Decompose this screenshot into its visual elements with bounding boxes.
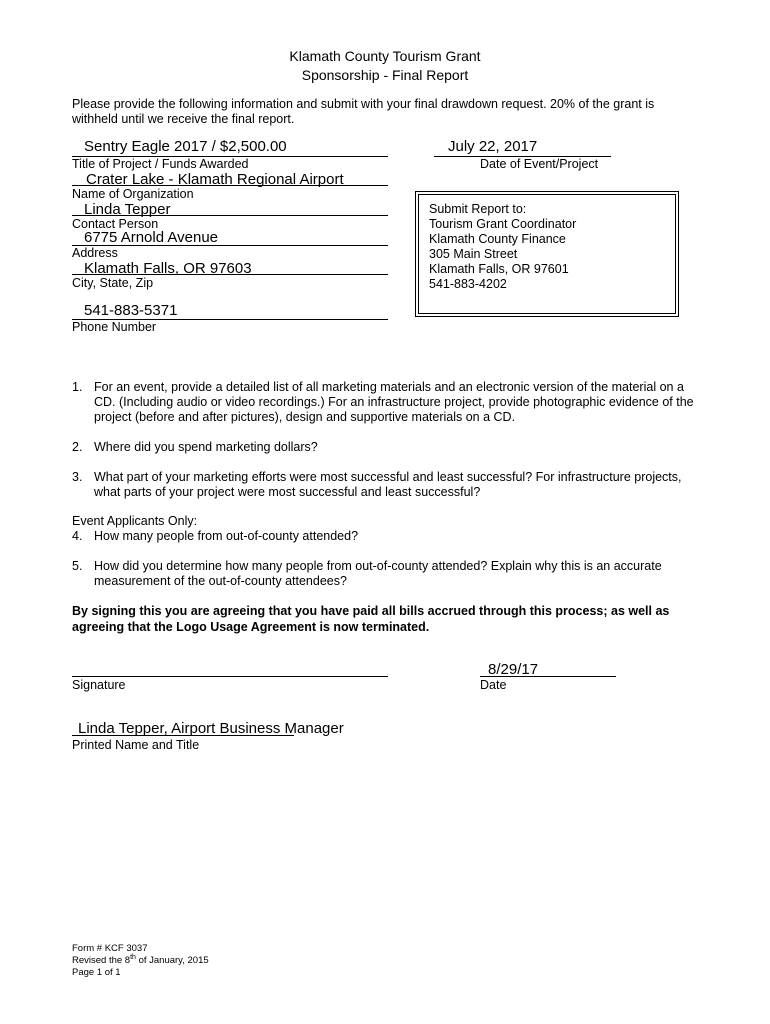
form-title: Klamath County Tourism Grant	[289, 48, 481, 64]
question-3-number: 3.	[72, 470, 83, 484]
question-3	[72, 470, 694, 500]
signature-line	[72, 676, 388, 677]
signature-date-label: Date	[480, 678, 507, 692]
signature-date-value: 8/29/17	[488, 661, 539, 678]
signature-date-underline	[480, 676, 616, 677]
city-underline	[72, 274, 388, 275]
address-value: 6775 Arnold Avenue	[84, 229, 219, 246]
revision-date	[72, 955, 209, 966]
revision-date-suffix: of January, 2015	[135, 955, 209, 966]
page-number: Page 1 of 1	[72, 967, 121, 978]
question-2	[72, 440, 694, 455]
question-1-text: For an event, provide a detailed list of all marketing materials and an electronic version of the material on a CD. (Including audio or video recordings.) For an infrastructure project, provide photographic evidence of the project (before and after pictures), design and supportive materials on a CD.	[94, 380, 694, 424]
question-3-text: What part of your marketing efforts were most successful and least successful? For infrastructure projects, what parts of your project were most successful and least successful?	[94, 470, 682, 499]
question-1-number: 1.	[72, 380, 83, 394]
submit-report-box-inner	[418, 194, 676, 314]
contact-label: Contact Person	[72, 217, 159, 231]
phone-label: Phone Number	[72, 320, 157, 334]
project-label: Title of Project / Funds Awarded	[72, 157, 249, 171]
submit-report-box	[415, 191, 679, 317]
question-2-text: Where did you spend marketing dollars?	[94, 440, 318, 454]
question-5-number: 5.	[72, 559, 83, 573]
question-5-text: How did you determine how many people from out-of-county attended? Explain why this is an accurate measurement of the out-of-county attendees?	[94, 559, 662, 588]
agreement-statement: By signing this you are agreeing that you have paid all bills accrued through this process; as well as agreeing that the Logo Usage Agreement is now terminated.	[72, 604, 670, 634]
question-1	[72, 380, 694, 425]
intro-instructions: Please provide the following information and submit with your final drawdown request. 20% of the grant is withheld until we receive the final report.	[72, 97, 655, 126]
question-4-number: 4.	[72, 529, 83, 543]
printed-name-value: Linda Tepper, Airport Business Manager	[78, 720, 344, 737]
revision-date-prefix: Revised the 8	[72, 955, 131, 966]
event-date-label: Date of Event/Project	[480, 157, 599, 171]
signature-label: Signature	[72, 678, 126, 692]
address-underline	[72, 245, 388, 246]
submit-line-department: Klamath County Finance	[429, 232, 566, 246]
city-value: Klamath Falls, OR 97603	[84, 260, 252, 277]
printed-name-label: Printed Name and Title	[72, 738, 200, 752]
question-4-text: How many people from out-of-county attended?	[94, 529, 359, 543]
address-label: Address	[72, 246, 118, 260]
contact-value: Linda Tepper	[84, 201, 171, 218]
submit-line-phone: 541-883-4202	[429, 277, 507, 291]
question-5	[72, 559, 694, 589]
form-subtitle: Sponsorship - Final Report	[301, 67, 469, 83]
event-applicants-heading: Event Applicants Only:	[72, 514, 198, 528]
organization-label: Name of Organization	[72, 187, 194, 201]
submit-line-city: Klamath Falls, OR 97601	[429, 262, 569, 276]
organization-underline	[72, 185, 388, 186]
question-4	[72, 529, 694, 544]
form-number: Form # KCF 3037	[72, 943, 148, 954]
printed-name-underline	[72, 735, 294, 736]
submit-line-coordinator: Tourism Grant Coordinator	[429, 217, 577, 231]
organization-value: Crater Lake - Klamath Regional Airport	[86, 171, 344, 188]
question-2-number: 2.	[72, 440, 83, 454]
contact-underline	[72, 215, 388, 216]
event-date-value: July 22, 2017	[448, 138, 538, 155]
submit-line-heading: Submit Report to:	[429, 202, 527, 216]
city-label: City, State, Zip	[72, 276, 154, 290]
revision-date-superscript: th	[130, 953, 136, 961]
submit-line-street: 305 Main Street	[429, 247, 518, 261]
project-value: Sentry Eagle 2017 / $2,500.00	[84, 138, 287, 155]
phone-value: 541-883-5371	[84, 302, 178, 319]
